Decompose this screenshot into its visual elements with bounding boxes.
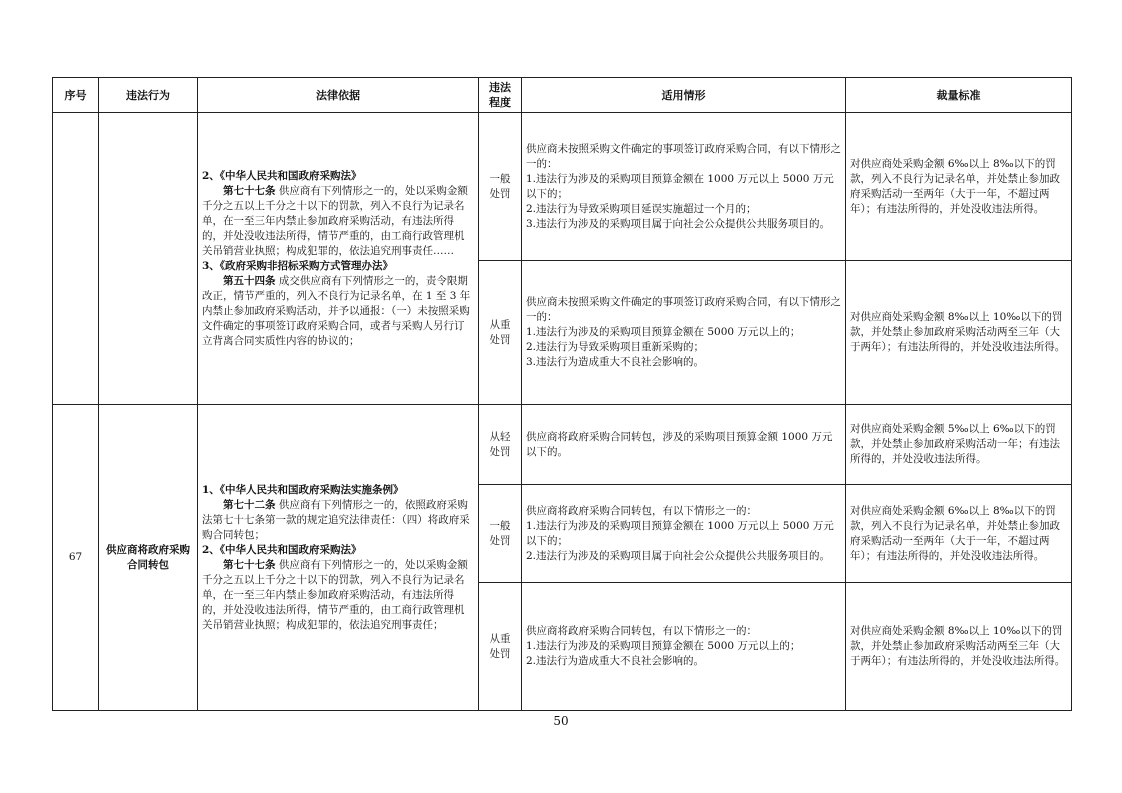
article-number: 第七十七条: [223, 558, 276, 571]
standard-cell: 对供应商处采购金额 6‰以上 8‰以下的罚款，列入不良行为记录名单，并处禁止参加政府采购活动一至两年（大于一年，不超过两年）；有违法所得的，并处没收违法所得。: [846, 485, 1072, 583]
standard-cell: 对供应商处采购金额 6‰以上 8‰以下的罚款，列入不良行为记录名单，并处禁止参加政府采购活动一至两年（大于一年，不超过两年）；有违法所得的，并处没收违法所得。: [846, 113, 1072, 261]
header-degree: 违法 程度: [479, 78, 522, 113]
degree-cell: 一般 处罚: [479, 485, 522, 583]
law-paragraph: [202, 498, 474, 543]
header-action: 违法行为: [99, 78, 198, 113]
seq-cell: [53, 113, 99, 405]
action-cell: [99, 113, 198, 405]
situation-cell: 供应商未按照采购文件确定的事项签订政府采购合同，有以下情形之一的： 1.违法行为涉及的采购项目预算金额在 1000 万元以上 5000 万元以下的； 2.违法行为导致采购项目延误实施超过一个月的； 3.违法行为涉及的采购项目属于向社会公众提供公共服务项目的。: [522, 113, 846, 261]
article-number: 第七十二条: [223, 498, 276, 511]
situation-cell: 供应商将政府采购合同转包，涉及的采购项目预算金额 1000 万元以下的。: [522, 405, 846, 485]
article-number: 第五十四条: [223, 274, 276, 287]
standard-cell: 对供应商处采购金额 5‰以上 6‰以下的罚款，并处禁止参加政府采购活动一年；有违法所得的，并处没收违法所得。: [846, 405, 1072, 485]
law-title: 2、《中华人民共和国政府采购法》: [202, 543, 362, 556]
header-situation: 适用情形: [522, 78, 846, 113]
law-basis-cell: [198, 113, 479, 405]
degree-cell: 从重 处罚: [479, 583, 522, 711]
article-text: 供应商有下列情形之一的，处以采购金额千分之五以上千分之十以下的罚款，列入不良行为记录名单，在一至三年内禁止参加政府采购活动，有违法所得的，并处没收违法所得，情节严重的，由工商行政管理机关吊销营业执照；构成犯罪的，依法追究刑事责任；: [202, 558, 468, 631]
article-number: 第七十七条: [223, 184, 276, 197]
header-standard: 裁量标准: [846, 78, 1072, 113]
law-title: 1、《中华人民共和国政府采购法实施条例》: [202, 483, 404, 496]
seq-cell: 67: [53, 405, 99, 711]
law-paragraph: [202, 184, 474, 259]
article-text: 成交供应商有下列情形之一的，责令限期改正，情节严重的，列入不良行为记录名单，在 1 至 3 年内禁止参加政府采购活动，并予以通报：（一）未按照采购文件确定的事项签订政府采购合同，或者与采购人另行订立背离合同实质性内容的协议的；: [202, 274, 471, 347]
page-number: 50: [553, 714, 569, 728]
table-row: [53, 405, 1072, 485]
action-cell: 供应商将政府采购合同转包: [99, 405, 198, 711]
standard-cell: 对供应商处采购金额 8‰以上 10‰以下的罚款，并处禁止参加政府采购活动两至三年（大于两年）；有违法所得的，并处没收违法所得。: [846, 261, 1072, 405]
standard-cell: 对供应商处采购金额 8‰以上 10‰以下的罚款，并处禁止参加政府采购活动两至三年（大于两年）；有违法所得的，并处没收违法所得。: [846, 583, 1072, 711]
situation-cell: 供应商未按照采购文件确定的事项签订政府采购合同，有以下情形之一的： 1.违法行为涉及的采购项目预算金额在 5000 万元以上的； 2.违法行为导致采购项目重新采购的； 3.违法行为造成重大不良社会影响的。: [522, 261, 846, 405]
situation-cell: 供应商将政府采购合同转包，有以下情形之一的： 1.违法行为涉及的采购项目预算金额在 5000 万元以上的； 2.违法行为造成重大不良社会影响的。: [522, 583, 846, 711]
degree-cell: 一般 处罚: [479, 113, 522, 261]
article-text: 供应商有下列情形之一的，处以采购金额千分之五以上千分之十以下的罚款，列入不良行为记录名单，在一至三年内禁止参加政府采购活动，有违法所得的，并处没收违法所得，情节严重的，由工商行政管理机关吊销营业执照；构成犯罪的，依法追究刑事责任……: [202, 184, 468, 257]
header-row: [53, 78, 1072, 113]
header-seq: 序号: [53, 78, 99, 113]
law-title: 3、《政府采购非招标采购方式管理办法》: [202, 259, 394, 272]
law-paragraph: [202, 558, 474, 633]
law-paragraph: [202, 274, 474, 349]
penalty-standards-table: [52, 77, 1072, 711]
law-basis-cell: [198, 405, 479, 711]
degree-cell: 从轻 处罚: [479, 405, 522, 485]
degree-cell: 从重 处罚: [479, 261, 522, 405]
header-law: 法律依据: [198, 78, 479, 113]
table-row: [53, 113, 1072, 261]
law-title: 2、《中华人民共和国政府采购法》: [202, 169, 362, 182]
situation-cell: 供应商将政府采购合同转包，有以下情形之一的： 1.违法行为涉及的采购项目预算金额在 1000 万元以上 5000 万元以下的； 2.违法行为涉及的采购项目属于向社会公众提供公共服务项目的。: [522, 485, 846, 583]
article-text: 供应商有下列情形之一的，依照政府采购法第七十七条第一款的规定追究法律责任：（四）将政府采购合同转包；: [202, 498, 470, 541]
